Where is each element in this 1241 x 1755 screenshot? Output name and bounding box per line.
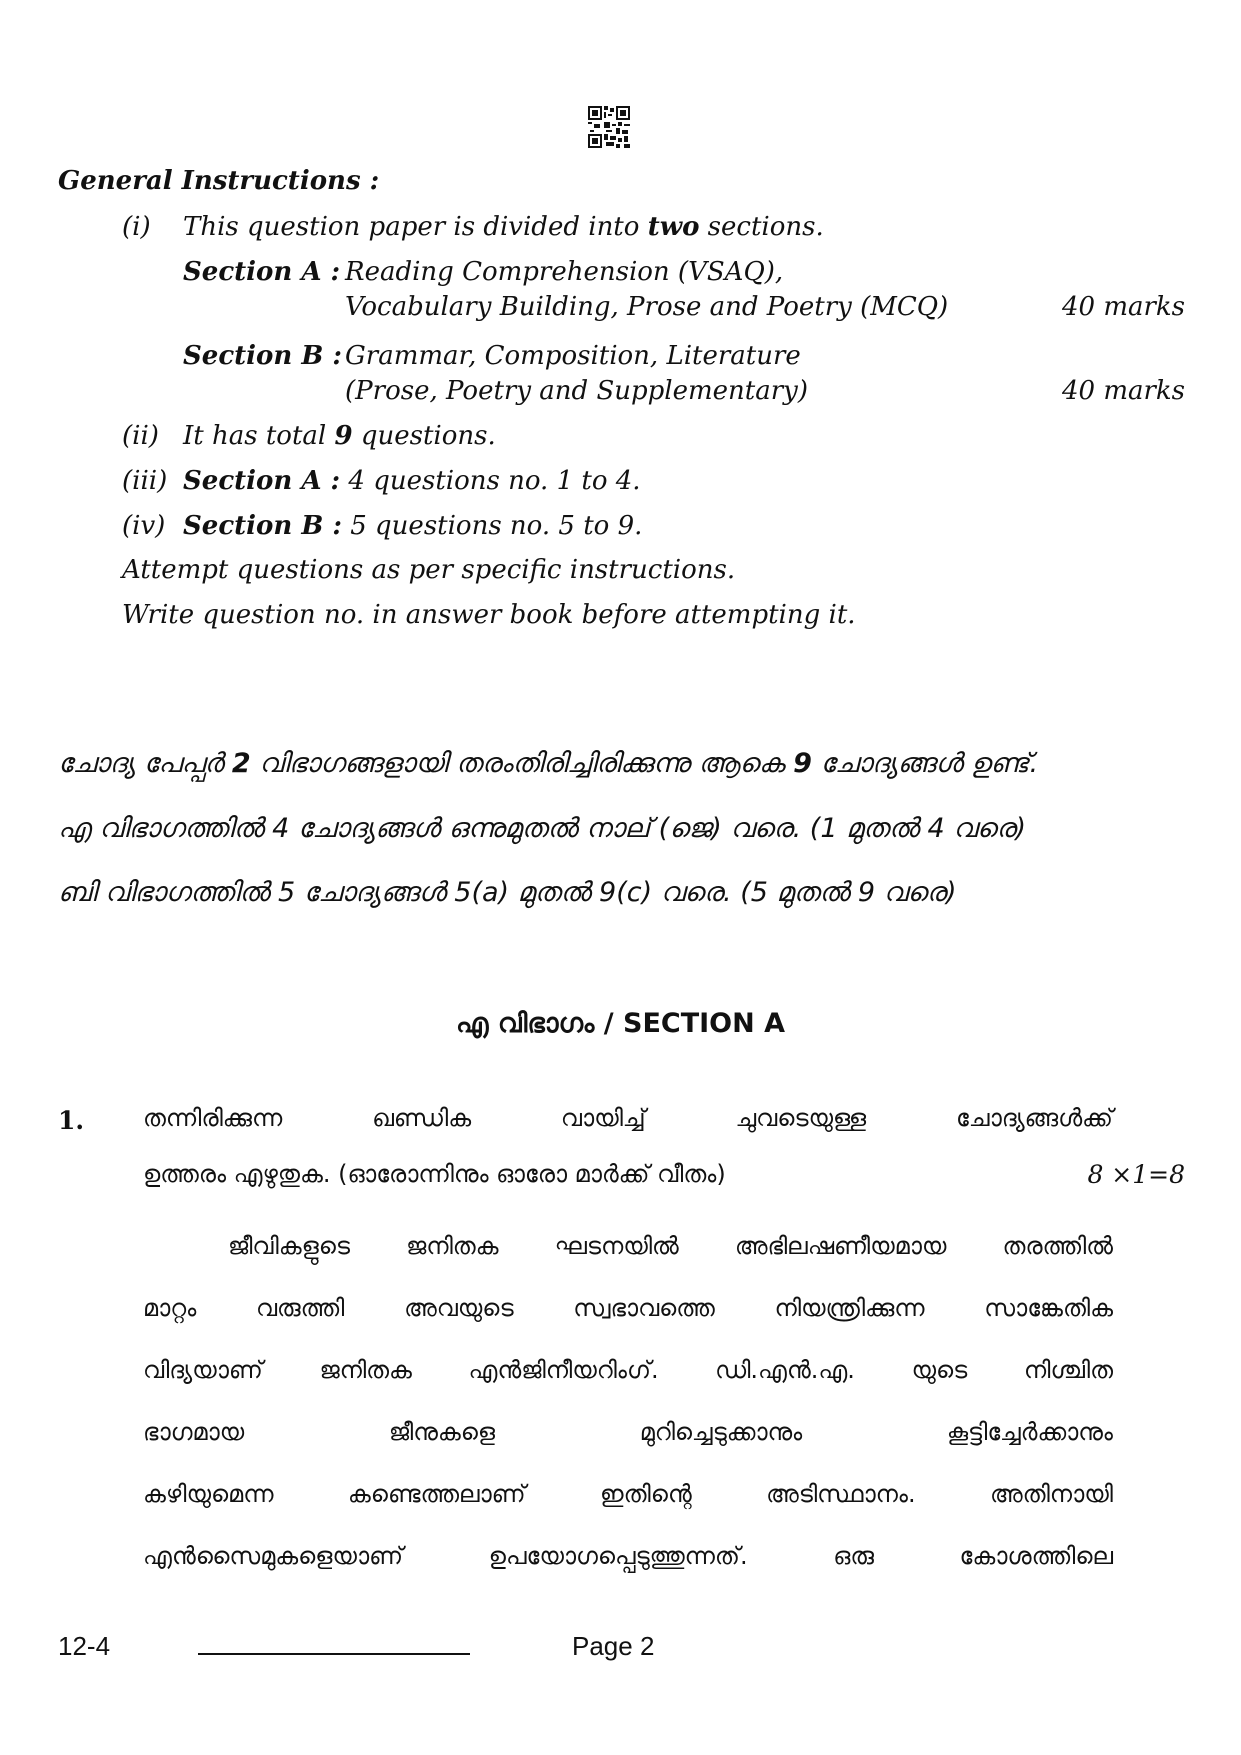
ml-line1-a: ചോദ്യ പേപ്പർ — [58, 748, 232, 779]
instruction-i-text-post: sections. — [699, 212, 824, 242]
paper-code: 12-4 — [58, 1631, 111, 1661]
instruction-i-text-pre: This question paper is divided into — [183, 212, 648, 242]
section-a-marks: 40 marks — [1061, 292, 1185, 322]
instruction-i-bold: two — [647, 212, 700, 242]
section-a-line2: Vocabulary Building, Prose and Poetry (MCQ) — [345, 292, 949, 322]
ml-line1-bold-9: 9 — [793, 748, 812, 779]
instruction-ii — [183, 421, 496, 451]
instruction-iv — [183, 511, 642, 541]
instruction-i — [183, 212, 824, 242]
ml-line1-c: വിഭാഗങ്ങളായി തരംതിരിച്ചിരിക്കുന്നു ആകെ — [250, 748, 794, 779]
instruction-ii-number: (ii) — [122, 421, 159, 451]
general-instructions-title: General Instructions : — [58, 166, 380, 196]
instruction-iii-text: 4 questions no. 1 to 4. — [340, 466, 641, 496]
instruction-iv-text: 5 questions no. 5 to 9. — [341, 511, 643, 541]
ml-line1-d: ചോദ്യങ്ങൾ ഉണ്ട്. — [811, 748, 1039, 779]
passage-line: എൻസൈമുകളെയാണ് ഉപയോഗപ്പെടുത്തുന്നത്. ഒരു കോശത്തിലെ — [143, 1542, 1113, 1570]
section-a-line1: Reading Comprehension (VSAQ), — [345, 257, 784, 287]
instruction-iii-label: Section A : — [183, 466, 341, 496]
footer-divider — [198, 1653, 470, 1655]
write-instruction: Write question no. in answer book before attempting it. — [122, 600, 856, 630]
question-1-line1: തന്നിരിക്കുന്ന ഖണ്ഡിക വായിച്ച് ചുവടെയുള്ള ചോദ്യങ്ങൾക്ക് — [143, 1104, 1113, 1132]
instruction-iii — [183, 466, 641, 496]
malayalam-instruction-line2: എ വിഭാഗത്തിൽ 4 ചോദ്യങ്ങൾ ഒന്നുമുതൽ നാല് (ജെ) വരെ. (1 മുതൽ 4 വരെ) — [58, 813, 1027, 844]
page-number: Page 2 — [572, 1631, 655, 1661]
malayalam-instruction-line1 — [58, 748, 1038, 780]
passage-line: വിദ്യയാണ് ജനിതക എൻജിനീയറിംഗ്. ഡി.എൻ.എ. യുടെ നിശ്ചിത — [143, 1356, 1113, 1384]
instruction-i-number: (i) — [122, 212, 151, 242]
instruction-iv-label: Section B : — [183, 511, 342, 541]
malayalam-instruction-line3: ബി വിഭാഗത്തിൽ 5 ചോദ്യങ്ങൾ 5(a) മുതൽ 9(c) വരെ. (5 മുതൽ 9 വരെ) — [58, 877, 957, 908]
section-a-heading: എ വിഭാഗം / SECTION A — [455, 1008, 786, 1039]
instruction-ii-text-pre: It has total — [183, 421, 335, 451]
passage-line: കഴിയുമെന്ന കണ്ടെത്തലാണ് ഇതിന്റെ അടിസ്ഥാനം. അതിനായി — [143, 1480, 1113, 1508]
passage-line: മാറ്റം വരുത്തി അവയുടെ സ്വഭാവത്തെ നിയന്ത്രിക്കുന്ന സാങ്കേതിക — [143, 1294, 1113, 1322]
instruction-ii-text-post: questions. — [352, 421, 496, 451]
qr-code-icon — [588, 106, 630, 148]
instruction-iii-number: (iii) — [122, 466, 168, 496]
instruction-ii-bold: 9 — [334, 421, 353, 451]
ml-line1-bold-2: 2 — [231, 748, 251, 779]
section-b-label: Section B : — [183, 341, 342, 371]
section-b-line1: Grammar, Composition, Literature — [345, 341, 801, 371]
passage-line: ഭാഗമായ ജീനുകളെ മുറിച്ചെടുക്കാനും കൂട്ടിച്ചേർക്കാനും — [143, 1418, 1113, 1446]
question-1-number: 1. — [58, 1106, 85, 1135]
section-a-label: Section A : — [183, 257, 341, 287]
instruction-iv-number: (iv) — [122, 511, 166, 541]
attempt-instruction: Attempt questions as per specific instructions. — [122, 555, 736, 585]
question-1-line2: ഉത്തരം എഴുതുക. (ഓരോന്നിനും ഓരോ മാർക്ക് വീതം) — [143, 1160, 726, 1188]
section-b-line2: (Prose, Poetry and Supplementary) — [345, 376, 808, 406]
question-1-marks: 8 ×1=8 — [1087, 1160, 1185, 1189]
section-b-marks: 40 marks — [1061, 376, 1185, 406]
passage-line: ജീവികളുടെ ജനിതക ഘടനയിൽ അഭിലഷണീയമായ തരത്തിൽ — [228, 1232, 1113, 1260]
